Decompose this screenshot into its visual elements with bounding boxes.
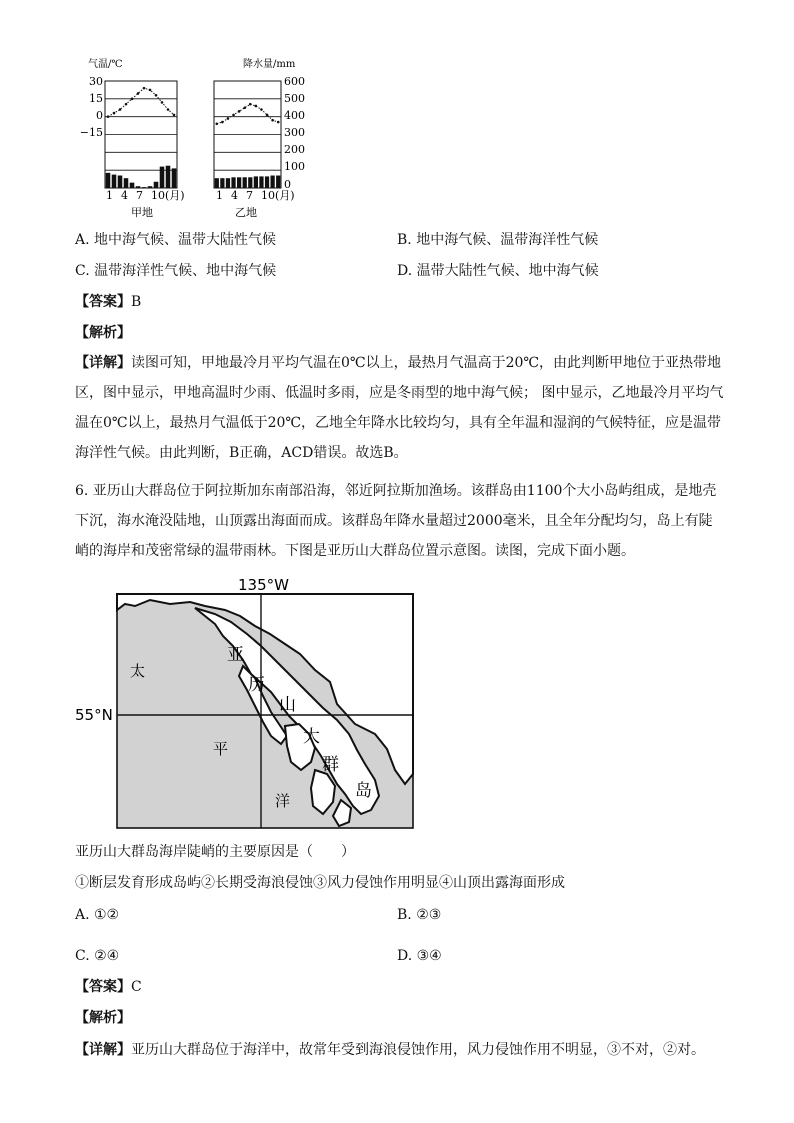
temp-point — [249, 103, 252, 106]
ocean-char: 洋 — [275, 792, 291, 810]
precip-tick: 200 — [284, 143, 305, 156]
month-tick: 7 — [136, 189, 143, 202]
precip-bar — [220, 178, 224, 188]
precip-bar — [106, 173, 111, 188]
temp-point — [143, 87, 146, 90]
precip-bar — [254, 176, 258, 188]
q6-statements: ①断层发育形成岛屿②长期受海浪侵蚀③风力侵蚀作用明显④山顶出露海面形成 — [75, 875, 565, 891]
month-tick: 10(月) — [151, 189, 185, 202]
precip-bar — [142, 187, 147, 188]
archipelago-char: 岛 — [355, 781, 372, 801]
month-ticks-b — [216, 189, 295, 202]
archipelago-char: 群 — [322, 755, 339, 775]
precip-bar — [112, 175, 117, 188]
temp-point — [227, 117, 230, 120]
detail-text: 读图可知，甲地最冷月平均气温在0℃以上，最热月气温高于20℃，由此判断甲地位于亚热带地区，图中显示，甲地高温时少雨、低温时多雨，应是冬雨型的地中海气候； 图中显示，乙地最冷月平均气温在0℃以上，最热月气温低于20℃，乙地全年降水比较均匀，具有全年温和湿润的气候特征，应是温带海洋性气候。由此判断，B正确，ACD错误。故选B。 — [75, 355, 724, 461]
month-tick: 10(月) — [261, 189, 295, 202]
alexander-archipelago-map — [75, 574, 420, 832]
map-svg — [75, 574, 420, 832]
longitude-label: 135°W — [238, 576, 289, 594]
precip-bar — [237, 177, 241, 188]
q6-analysis-tag: 【解析】 — [75, 1010, 131, 1026]
temp-tick: 15 — [89, 92, 103, 105]
precip-bar — [160, 167, 165, 188]
temp-tick: −15 — [80, 126, 103, 139]
temp-point — [238, 110, 241, 113]
temp-point — [107, 115, 110, 118]
q6-option-c: C. ②④ — [75, 948, 120, 964]
precip-bar — [130, 183, 135, 188]
q5-analysis-tag: 【解析】 — [75, 325, 131, 341]
temp-point — [119, 108, 122, 111]
temp-point — [221, 121, 224, 124]
q6-option-a: A. ①② — [75, 907, 120, 923]
precip-tick: 500 — [284, 92, 305, 105]
climate-figure — [80, 54, 320, 224]
q5-option-c: C. 温带海洋性气候、地中海气候 — [75, 263, 277, 279]
station-a-label: 甲地 — [131, 206, 153, 219]
temp-point — [232, 114, 235, 117]
archipelago-char: 山 — [279, 695, 296, 715]
temp-point — [113, 112, 116, 115]
month-tick: 4 — [231, 189, 238, 202]
month-ticks-a — [106, 189, 185, 202]
temp-axis-label: 气温/℃ — [88, 59, 123, 70]
temp-point — [173, 114, 176, 117]
q6-option-b: B. ②③ — [397, 907, 442, 923]
precip-tick: 0 — [284, 178, 291, 191]
answer-value: C — [131, 979, 142, 995]
temp-ticks — [80, 75, 103, 139]
month-tick: 7 — [246, 189, 253, 202]
temp-point — [131, 98, 134, 101]
precip-bar — [124, 178, 129, 188]
precip-tick: 300 — [284, 126, 305, 139]
temp-point — [167, 108, 170, 111]
answer-value: B — [131, 294, 142, 310]
precip-bar — [243, 177, 247, 188]
temp-line — [217, 104, 278, 124]
month-tick: 4 — [121, 189, 128, 202]
temp-tick: 30 — [89, 75, 103, 88]
precip-bar — [148, 186, 153, 188]
precip-tick: 100 — [284, 160, 305, 173]
month-tick: 1 — [106, 189, 113, 202]
precip-tick: 400 — [284, 109, 305, 122]
detail-tag: 【详解】 — [75, 1042, 131, 1058]
climate-charts-svg — [80, 54, 320, 224]
precip-bar — [271, 176, 275, 188]
temp-point — [161, 101, 164, 104]
q6-option-d: D. ③④ — [397, 948, 442, 964]
temp-point — [125, 103, 128, 106]
answer-tag: 【答案】 — [75, 979, 131, 995]
archipelago-char: 历 — [248, 675, 265, 695]
latitude-label: 55°N — [75, 706, 113, 724]
precip-bar — [154, 182, 159, 188]
precip-ticks — [284, 75, 305, 191]
q5-option-a: A. 地中海气候、温带大陆性气候 — [75, 232, 277, 248]
station-b-label: 乙地 — [235, 206, 257, 219]
q6-detail — [75, 1040, 705, 1060]
precip-bar — [166, 166, 171, 188]
precip-bar — [231, 177, 235, 188]
temp-line — [108, 88, 174, 117]
detail-tag: 【详解】 — [75, 355, 131, 371]
q5-option-b: B. 地中海气候、温带海洋性气候 — [397, 232, 599, 248]
temp-point — [137, 92, 140, 95]
precip-bar — [118, 176, 123, 188]
precip-axis-label: 降水量/mm — [243, 59, 296, 70]
precip-bar — [248, 177, 252, 188]
precip-bar — [226, 178, 230, 188]
q5-option-d: D. 温带大陆性气候、地中海气候 — [397, 263, 599, 279]
answer-tag: 【答案】 — [75, 294, 131, 310]
precip-bar — [265, 176, 269, 188]
month-tick: 1 — [216, 189, 223, 202]
q5-answer — [75, 292, 141, 312]
temp-point — [149, 89, 152, 92]
q6-stem: 6. 亚历山大群岛位于阿拉斯加东南部沿海，邻近阿拉斯加渔场。该群岛由1100个大小岛屿组成，是地壳下沉，海水淹没陆地，山顶露出海面而成。该群岛年降水量超过2000毫米，且全年分配均匀，岛上有陡峭的海岸和茂密常绿的温带雨林。下图是亚历山大群岛位置示意图。读图，完成下面小题。 — [75, 483, 717, 559]
precip-bar — [172, 168, 177, 188]
temp-point — [260, 108, 263, 111]
precip-bar — [259, 176, 263, 188]
q6-question: 亚历山大群岛海岸陡峭的主要原因是（ ） — [75, 844, 355, 860]
q5-detail — [75, 348, 725, 468]
precip-tick: 600 — [284, 75, 305, 88]
q6-answer — [75, 977, 142, 997]
archipelago-char: 亚 — [227, 645, 244, 665]
temp-point — [277, 121, 280, 124]
detail-text: 亚历山大群岛位于海洋中，故常年受到海浪侵蚀作用，风力侵蚀作用不明显，③不对，②对。 — [131, 1042, 705, 1058]
temp-point — [266, 114, 269, 117]
precip-bar — [136, 186, 141, 188]
ocean-char: 太 — [130, 662, 146, 680]
temp-point — [271, 119, 274, 122]
temp-point — [155, 94, 158, 97]
temp-point — [255, 105, 258, 108]
temp-tick: 0 — [96, 109, 103, 122]
ocean-char: 平 — [213, 740, 229, 758]
temp-point — [243, 106, 246, 109]
precip-bar — [276, 176, 280, 188]
precip-bar — [215, 178, 219, 188]
temp-point — [215, 123, 218, 126]
archipelago-char: 大 — [303, 727, 320, 747]
